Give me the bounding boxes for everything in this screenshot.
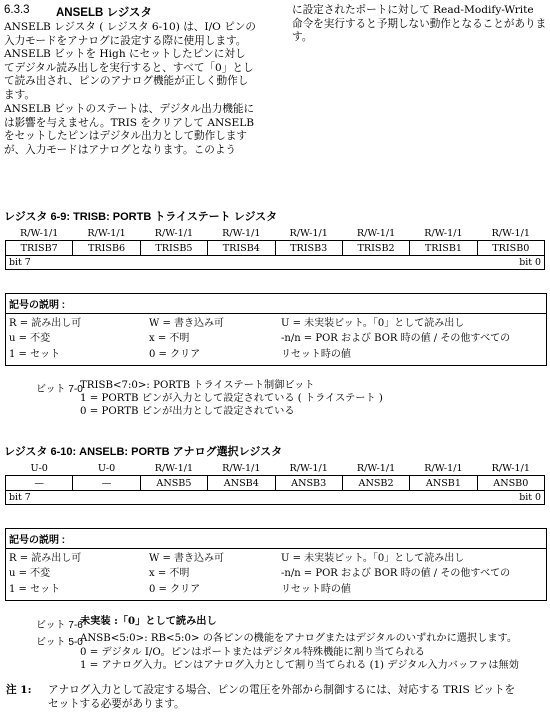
- legend-set: 1 = セット: [9, 584, 61, 595]
- access-cell: R/W-1/1: [73, 226, 140, 241]
- bit-high-label: bit 7: [9, 257, 31, 268]
- access-cell: R/W-1/1: [208, 461, 275, 476]
- bit-low-label: bit 0: [519, 257, 541, 268]
- access-cell: R/W-1/1: [342, 461, 409, 476]
- legend-read: R = 読み出し可: [9, 318, 82, 329]
- legend-box: [5, 528, 547, 601]
- access-cell: U-0: [6, 461, 73, 476]
- access-row: [6, 226, 545, 241]
- legend-por-value-cont: リセット時の値: [281, 349, 351, 360]
- bit-description: 1 = PORTB ピンが入力として設定されている ( トライステート ): [80, 393, 383, 404]
- section-paragraph-right: に設定されたポートに対して Read-Modify-Write 命令を実行すると予期しない動作となることがあります。: [292, 4, 547, 44]
- legend-por-value: -n/n = POR および BOR 時の値 / その他すべての: [281, 333, 511, 344]
- access-row: [6, 461, 545, 476]
- bit-cell: TRISB4: [208, 241, 275, 256]
- section-title: ANSELB レジスタ: [56, 7, 152, 19]
- legend-header: 記号の説明 :: [6, 294, 546, 314]
- bit-low-label: bit 0: [519, 492, 541, 503]
- access-cell: R/W-1/1: [208, 226, 275, 241]
- access-cell: R/W-1/1: [6, 226, 73, 241]
- bit-cell: ANSB5: [140, 476, 207, 491]
- legend-header: 記号の説明 :: [6, 529, 546, 549]
- access-cell: R/W-1/1: [275, 461, 342, 476]
- bit-name-row: [6, 241, 545, 256]
- access-cell: R/W-1/1: [140, 461, 207, 476]
- access-cell: R/W-1/1: [342, 226, 409, 241]
- legend-por-value-cont: リセット時の値: [281, 584, 351, 595]
- legend-unchanged: u = 不変: [9, 333, 51, 344]
- bit-description: TRISB<7:0>: PORTB トライステート制御ビット: [80, 380, 315, 391]
- access-cell: R/W-1/1: [410, 461, 477, 476]
- bit-cell: ANSB3: [275, 476, 342, 491]
- bit-high-label: bit 7: [9, 492, 31, 503]
- legend-unknown: x = 不明: [149, 333, 190, 344]
- bit-cell: ANSB2: [342, 476, 409, 491]
- legend-unknown: x = 不明: [149, 568, 190, 579]
- bit-description: 1 = アナログ入力。ピンはアナログ入力として割り当てられる (1) デジタル入力バッファは無効: [80, 660, 519, 671]
- bit-cell: —: [6, 476, 73, 491]
- legend-clear: 0 = クリア: [149, 584, 201, 595]
- bit-name-row: [6, 476, 545, 491]
- legend-clear: 0 = クリア: [149, 349, 201, 360]
- register-table: [5, 226, 545, 270]
- access-cell: R/W-1/1: [140, 226, 207, 241]
- bit-cell: TRISB7: [6, 241, 73, 256]
- legend-unchanged: u = 不変: [9, 568, 51, 579]
- access-cell: R/W-1/1: [477, 226, 544, 241]
- bit-description: ANSB<5:0>: RB<5:0> の各ピンの機能をアナログまたはデジタルのいずれかに選択します。: [80, 633, 518, 644]
- access-cell: R/W-1/1: [275, 226, 342, 241]
- bit-index-row: [6, 256, 545, 270]
- access-cell: R/W-1/1: [477, 461, 544, 476]
- bit-range-label: ビット 7-6: [36, 620, 83, 631]
- access-cell: U-0: [73, 461, 140, 476]
- section-paragraph-2: ANSELB ビットのステートは、デジタル出力機能には影響を与えません。TRIS をクリアして ANSELB をセットしたピンはデジタル出力として動作しますが、入力モードはアナログとなります。このよう: [4, 103, 255, 156]
- bit-description: 0 = PORTB ピンが出力として設定されている: [80, 406, 295, 417]
- bit-cell: ANSB4: [208, 476, 275, 491]
- bit-cell: TRISB5: [140, 241, 207, 256]
- bit-cell: ANSB1: [410, 476, 477, 491]
- bit-description: 0 = デジタル I/O。ピンはポートまたはデジタル特殊機能に割り当てられる: [80, 647, 425, 658]
- legend-write: W = 書き込み可: [149, 553, 225, 564]
- bit-range-label: ビット 7-0: [36, 384, 83, 395]
- section-paragraph-1: ANSELB レジスタ ( レジスタ 6-10) は、I/O ピンの入力モードをアナログに設定する際に使用します。ANSELB ビットを High にセットしたピンに対してデジタル読み出しを実行すると、すべて「0」として読み出され、ピンのアナログ機能が正しく動作します。: [4, 21, 256, 101]
- bit-cell: TRISB2: [342, 241, 409, 256]
- bit-cell: ANSB0: [477, 476, 544, 491]
- section-number: 6.3.3: [4, 4, 30, 16]
- legend-set: 1 = セット: [9, 349, 61, 360]
- legend-por-value: -n/n = POR および BOR 時の値 / その他すべての: [281, 568, 511, 579]
- register-title: レジスタ 6-9: TRISB: PORTB トライステート レジスタ: [4, 211, 278, 223]
- register-title: レジスタ 6-10: ANSELB: PORTB アナログ選択レジスタ: [4, 446, 283, 458]
- bit-cell: TRISB6: [73, 241, 140, 256]
- access-cell: R/W-1/1: [410, 226, 477, 241]
- register-table: [5, 461, 545, 505]
- legend-unimplemented: U = 未実装ビット。「0」として読み出し: [281, 553, 465, 564]
- legend-box: [5, 293, 547, 366]
- bit-range-label: ビット 5-0: [36, 637, 83, 648]
- note-label: 注 1:: [6, 684, 32, 696]
- bit-cell: TRISB3: [275, 241, 342, 256]
- bit-description: 未実装 :「0」として読み出し: [80, 615, 217, 627]
- legend-unimplemented: U = 未実装ビット。「0」として読み出し: [281, 318, 465, 329]
- bit-cell: TRISB0: [477, 241, 544, 256]
- bit-cell: TRISB1: [410, 241, 477, 256]
- legend-write: W = 書き込み可: [149, 318, 225, 329]
- bit-index-row: [6, 491, 545, 505]
- bit-cell: —: [73, 476, 140, 491]
- note-text: アナログ入力として設定する場合、ピンの電圧を外部から制御するには、対応する TRIS ビットを: [48, 684, 516, 696]
- note-text: セットする必要があります。: [48, 698, 185, 710]
- legend-read: R = 読み出し可: [9, 553, 82, 564]
